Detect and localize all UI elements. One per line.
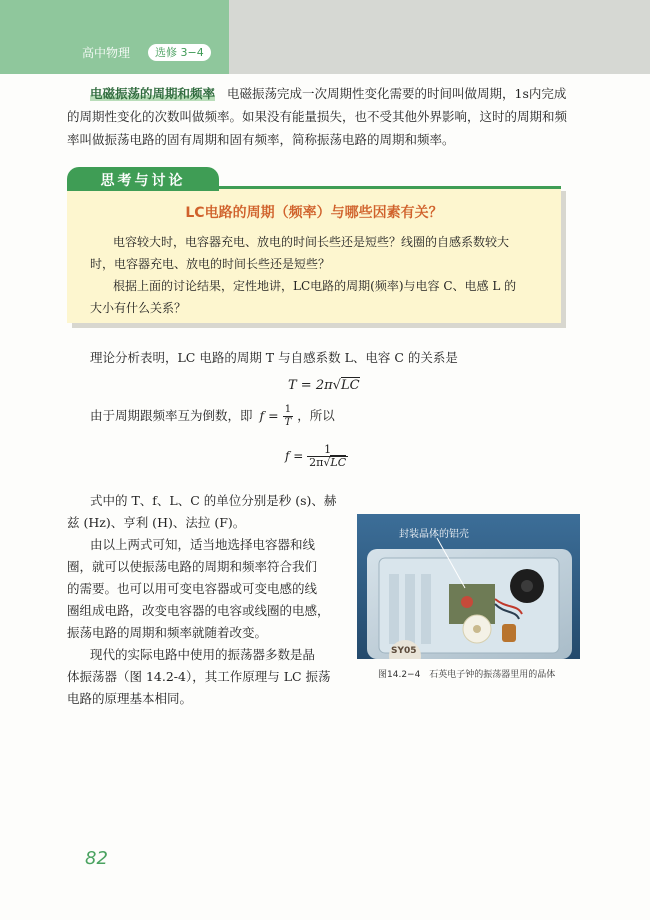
intro-line-1: 电磁振荡的周期和频率 电磁振荡完成一次周期性变化需要的时间叫做周期，1s内完成 bbox=[90, 86, 567, 101]
header-subject: 高中物理 bbox=[82, 46, 131, 60]
intro-line-3: 率叫做振荡电路的固有周期和固有频率，简称振荡电路的周期和频率。 bbox=[67, 132, 455, 147]
para2-line-5: 振荡电路的周期和频率就随着改变。 bbox=[67, 625, 268, 640]
discussion-title: LC电路的周期（频率）与哪些因素有关？ bbox=[185, 205, 443, 221]
para3-line-1: 现代的实际电路中使用的振荡器多数是晶 bbox=[90, 647, 316, 662]
header-green-band bbox=[0, 0, 229, 74]
para2-line-4: 圈组成电路，改变电容器的电容或线圈的电感， bbox=[67, 603, 330, 618]
page-number: 82 bbox=[85, 848, 108, 869]
discussion-p2-line2: 大小有什么关系？ bbox=[90, 301, 187, 315]
fraction-1-over-T: $\frac{1}{T}$ bbox=[284, 404, 292, 428]
photo-label: 封装晶体的铝壳 bbox=[399, 529, 469, 540]
analysis-text: 理论分析表明，LC 电路的周期 T 与自感系数 L、电容 C 的关系是 bbox=[90, 350, 458, 365]
reciprocal-line: 由于周期跟频率互为倒数，即 f = $\frac{1}{T}$ ，所以 bbox=[90, 404, 335, 428]
figure-caption: 图14.2−4 石英电子钟的振荡器里用的晶体 bbox=[378, 670, 556, 680]
formula-frequency: f = $\frac{1}{2\pi√LC}$ bbox=[285, 443, 347, 469]
discussion-p1-line1: 电容较大时，电容器充电、放电的时间长些还是短些？线圈的自感系数较大 bbox=[113, 235, 510, 249]
para3-line-2: 体振荡器（图 14.2-4），其工作原理与 LC 振荡 bbox=[67, 669, 331, 684]
units-line-1: 式中的 T、f、L、C 的单位分别是秒 (s)、赫 bbox=[90, 493, 337, 508]
discussion-p2-line1: 根据上面的讨论结果，定性地讲，LC电路的周期(频率)与电容 C、电感 L 的 bbox=[113, 279, 517, 293]
oscillator-photo bbox=[357, 514, 580, 659]
formula-period: T = 2π√LC bbox=[288, 378, 360, 393]
discussion-tab-label: 思考与讨论 bbox=[100, 173, 186, 189]
para2-line-2: 圈，就可以使振荡电路的周期和频率符合我们 bbox=[67, 559, 318, 574]
units-line-2: 兹 (Hz)、亨利 (H)、法拉 (F)。 bbox=[67, 515, 246, 530]
para3-line-3: 电路的原理基本相同。 bbox=[67, 691, 193, 706]
discussion-tab bbox=[67, 167, 219, 191]
para2-line-3: 的需要。也可以用可变电容器或可变电感的线 bbox=[67, 581, 318, 596]
intro-line-2: 的周期性变化的次数叫做频率。如果没有能量损失，也不受其他外界影响，这时的周期和频 bbox=[67, 109, 568, 124]
header-gray-band bbox=[229, 0, 650, 74]
photo-stamp-text: SY05 bbox=[391, 646, 417, 656]
para2-line-1: 由以上两式可知，适当地选择电容器和线 bbox=[90, 537, 316, 552]
discussion-p1-line2: 时，电容器充电、放电的时间长些还是短些？ bbox=[90, 257, 331, 271]
header-volume-tag: 选修 3−4 bbox=[148, 44, 211, 61]
term-highlight: 电磁振荡的周期和频率 bbox=[90, 86, 216, 101]
